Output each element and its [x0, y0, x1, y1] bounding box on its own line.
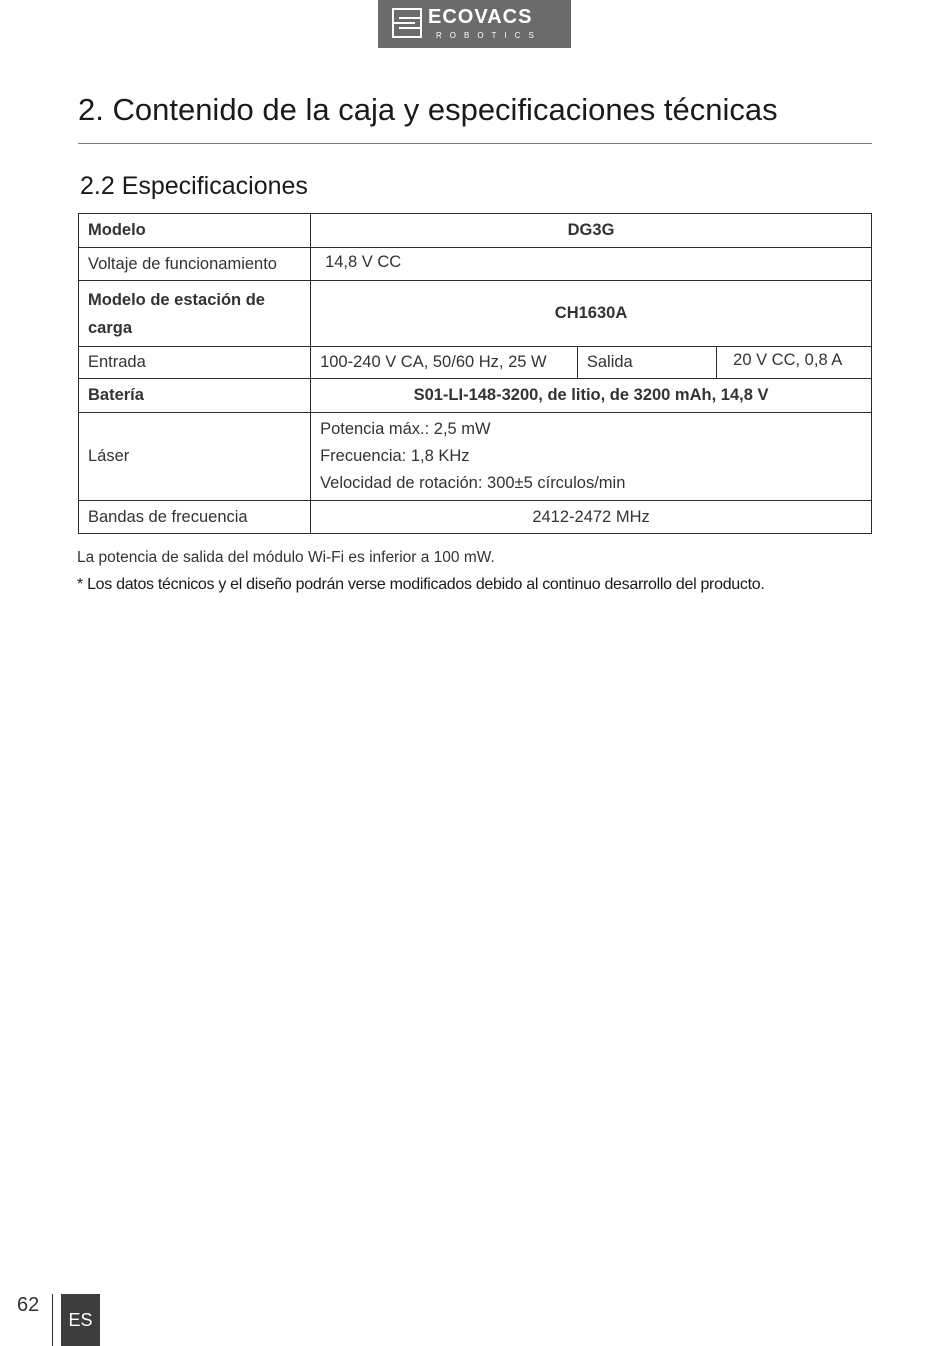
station-value: CH1630A: [311, 281, 872, 347]
output-value: 20 V CC, 0,8 A: [717, 347, 872, 379]
table-row-battery: [79, 379, 872, 413]
section-title: 2.2 Especificaciones: [80, 172, 308, 200]
bands-value: 2412-2472 MHz: [311, 501, 872, 534]
table-row-laser: [79, 413, 872, 501]
table-row-voltage: [79, 248, 872, 281]
laser-label: Láser: [79, 413, 311, 501]
title-divider: [78, 143, 872, 144]
table-row-model: [79, 214, 872, 248]
model-value: DG3G: [311, 214, 872, 248]
model-label: Modelo: [79, 214, 311, 248]
ecovacs-logo: [378, 0, 571, 48]
laser-value: [311, 413, 872, 501]
language-tab: ES: [61, 1294, 100, 1346]
footer-divider: [52, 1294, 53, 1346]
input-value: 100-240 V CA, 50/60 Hz, 25 W: [311, 347, 578, 379]
page-number: 62: [17, 1294, 40, 1316]
input-label: Entrada: [79, 347, 311, 379]
logo-subtitle: ROBOTICS: [436, 31, 542, 40]
specifications-table: [78, 213, 872, 534]
logo-wordmark: ECOVACS: [428, 6, 533, 28]
battery-value: S01-LI-148-3200, de litio, de 3200 mAh, 14,8 V: [311, 379, 872, 413]
ecovacs-logo-mark-icon: [392, 8, 422, 38]
laser-frequency: Frecuencia: 1,8 KHz: [320, 447, 470, 465]
bands-label: Bandas de frecuencia: [79, 501, 311, 534]
page-title: 2. Contenido de la caja y especificaciones técnicas: [78, 92, 778, 127]
laser-rotation-speed: Velocidad de rotación: 300±5 círculos/min: [320, 474, 626, 492]
wifi-power-note: La potencia de salida del módulo Wi-Fi es inferior a 100 mW.: [77, 549, 495, 566]
laser-power: Potencia máx.: 2,5 mW: [320, 420, 491, 438]
disclaimer-note: * Los datos técnicos y el diseño podrán verse modificados debido al continuo desarrollo del producto.: [77, 576, 765, 593]
table-row-bands: [79, 501, 872, 534]
battery-label: Batería: [79, 379, 311, 413]
table-row-input: [79, 347, 872, 379]
table-row-station: [79, 281, 872, 347]
output-label: Salida: [577, 347, 716, 379]
voltage-value: 14,8 V CC: [311, 248, 872, 281]
voltage-label: Voltaje de funcionamiento: [79, 248, 311, 281]
station-label: Modelo de estación de carga: [79, 281, 311, 347]
